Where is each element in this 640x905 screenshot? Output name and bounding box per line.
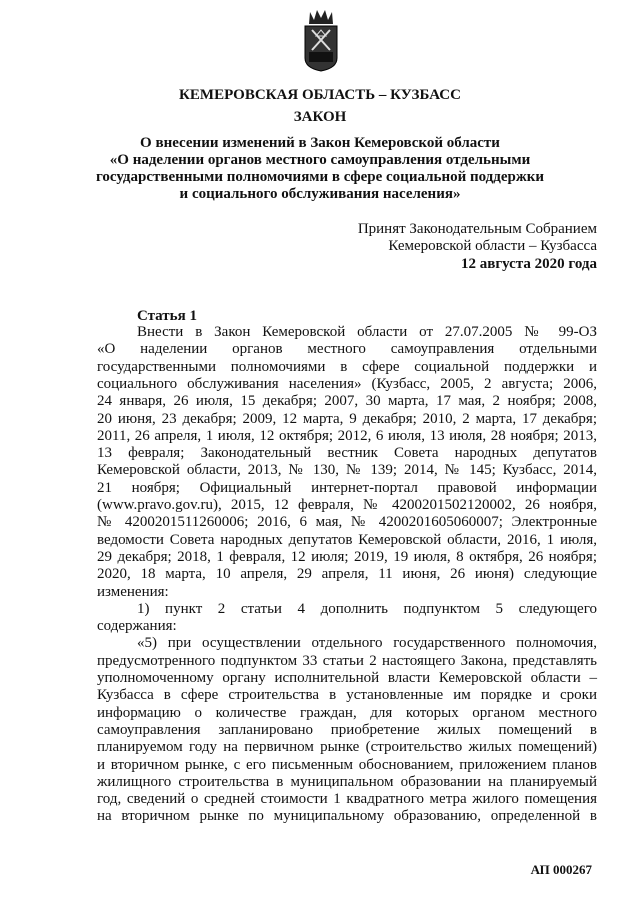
- article-text-line: на вторичном рынке по муниципальному образованию, определенной в: [97, 808, 597, 825]
- article-text-line: предусмотренного подпунктом 33 статьи 2 настоящего Закона, представлять: [97, 652, 597, 669]
- article-text-line: 24 января, 26 июля, 15 декабря; 2007, 30 марта, 17 мая, 2 ноября; 2008,: [97, 393, 597, 410]
- article-text-line: самоуправления запланировано приобретение жилых помещений в: [97, 721, 597, 738]
- document-type: ЗАКОН: [293, 109, 347, 125]
- article-text-line: 29 декабря; 2018, 1 февраля, 12 июля; 2019, 19 июля, 8 октября, 26 ноября;: [97, 548, 597, 565]
- article-text-line: 2020, 18 марта, 10 апреля, 29 апреля, 11 июня, 26 июня) следующие: [97, 566, 597, 583]
- article-text-line: Внести в Закон Кемеровской области от 27.07.2005 № 99-ОЗ: [137, 324, 597, 340]
- article-text-line: жилищного строительства в муниципальном образовании на планируемый: [97, 773, 597, 790]
- serial-number: АП 000267: [530, 862, 592, 877]
- article-text-line: 1) пункт 2 статьи 4 дополнить подпунктом 5 следующего: [137, 600, 597, 617]
- article-text-line: государственными полномочиями в сфере социальной поддержки и: [97, 358, 597, 375]
- article-text-line: 20 июня, 23 декабря; 2009, 12 марта, 9 декабря; 2010, 2 марта, 17 декабря;: [97, 410, 597, 427]
- article-text-line: планируемом году на первичном рынке (строительство жилых помещений): [97, 739, 597, 756]
- article-text-line: (www.pravo.gov.ru), 2015, 12 февраля, № 4200201502120002, 26 ноября,: [97, 497, 597, 513]
- article-text-line: ведомости Совета народных депутатов Кемеровской области, 2016, 1 июля,: [97, 531, 597, 548]
- adoption-date: 12 августа 2020 года: [460, 256, 597, 272]
- article-heading: Статья 1: [137, 308, 197, 324]
- article-text-line: социального обслуживания населения» (Кузбасс, 2005, 2 августа; 2006,: [97, 375, 597, 392]
- adoption-line: Принят Законодательным Собранием: [357, 221, 597, 237]
- article-text-line: и вторичном рынке, с его письменным обоснованием, приложением планов: [97, 756, 597, 773]
- article-text-line: 2011, 26 апреля, 1 июля, 12 октября; 2012, 6 июля, 13 июля, 28 ноября; 2013,: [97, 427, 597, 444]
- law-title-line: государственными полномочиями в сфере социальной поддержки: [95, 169, 545, 185]
- article-text-line: информацию о количестве граждан, для которых органом местного: [97, 704, 597, 721]
- law-title-line: и социального обслуживания населения»: [179, 186, 461, 202]
- article-text-line: изменения:: [97, 583, 169, 600]
- law-title-line: «О наделении органов местного самоуправления отдельными: [109, 152, 531, 168]
- article-text-line: Кузбасса в сфере строительства в установленные им порядке и сроки: [97, 687, 597, 704]
- adoption-line: Кемеровской области – Кузбасса: [388, 238, 597, 254]
- article-text-line: уполномоченному органу исполнительной власти Кемеровской области –: [97, 670, 597, 686]
- law-title-line: О внесении изменений в Закон Кемеровской области: [140, 135, 500, 151]
- article-text-line: 13 февраля; Законодательный вестник Совета народных депутатов: [97, 445, 597, 462]
- article-text-line: год, сведений о средней стоимости 1 квадратного метра жилого помещения: [97, 791, 597, 808]
- article-text-line: Кемеровской области, 2013, № 130, № 139; 2014, № 145; Кузбасс, 2014,: [97, 462, 597, 479]
- article-text-line: «О наделении органов местного самоуправления отдельными: [97, 341, 597, 358]
- article-text-line: «5) при осуществлении отдельного государственного полномочия,: [137, 635, 597, 652]
- article-text-line: № 4200201511260006; 2016, 6 мая, № 4200201605060007; Электронные: [97, 514, 597, 531]
- article-text-line: содержания:: [97, 618, 177, 635]
- region-title: КЕМЕРОВСКАЯ ОБЛАСТЬ – КУЗБАСС: [179, 87, 461, 103]
- article-text-line: 21 ноября; Официальный интернет-портал правовой информации: [97, 479, 597, 496]
- coat-of-arms-icon: [302, 6, 340, 72]
